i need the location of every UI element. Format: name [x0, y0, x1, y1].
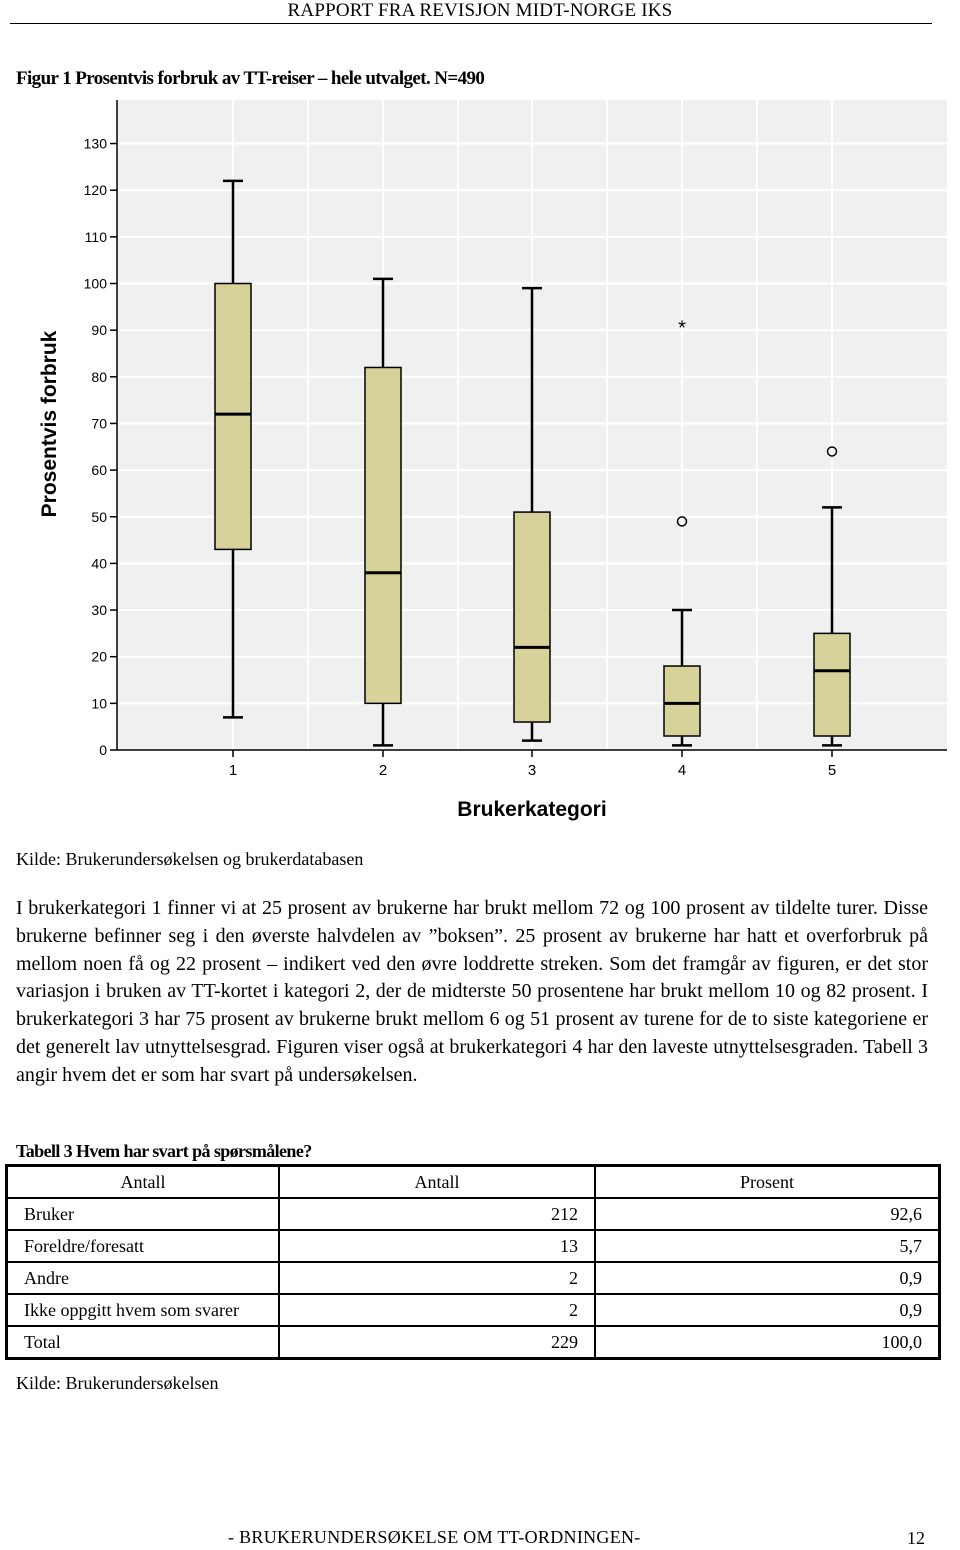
boxplot-chart: [14, 96, 950, 826]
y-tick-label: 10: [91, 695, 107, 712]
table-cell: Bruker: [7, 1198, 280, 1230]
table-row: [7, 1294, 940, 1326]
y-tick-label: 0: [99, 742, 107, 758]
y-tick-label: 40: [91, 555, 107, 572]
table-header-row: [7, 1166, 940, 1199]
y-tick-label: 110: [84, 228, 107, 245]
table-cell: Total: [7, 1326, 280, 1359]
figure-source: Kilde: Brukerundersøkelsen og brukerdatabasen: [16, 849, 364, 869]
figure-caption: Figur 1 Prosentvis forbruk av TT-reiser – hele utvalget. N=490: [16, 68, 485, 89]
table-cell: Andre: [7, 1262, 280, 1294]
box-iqr: [365, 367, 401, 703]
respondent-table: [5, 1164, 941, 1360]
table-cell: Ikke oppgitt hvem som svarer: [7, 1294, 280, 1326]
y-tick-label: 70: [91, 415, 107, 432]
table-cell: Foreldre/foresatt: [7, 1230, 280, 1262]
x-tick-label: 4: [677, 762, 687, 779]
table-cell: 100,0: [595, 1326, 940, 1359]
extreme-point: *: [678, 317, 686, 340]
y-tick-label: 30: [91, 602, 107, 619]
table-row: [7, 1198, 940, 1230]
y-tick-label: 90: [91, 322, 107, 339]
table-source: Kilde: Brukerundersøkelsen: [16, 1373, 219, 1393]
table-cell: 2: [279, 1262, 595, 1294]
y-tick-label: 60: [91, 462, 107, 479]
table-cell: 0,9: [595, 1262, 940, 1294]
header-rule: [10, 23, 932, 24]
x-tick-label: 2: [378, 762, 388, 779]
x-tick-label: 1: [228, 762, 238, 779]
box-iqr: [814, 633, 850, 736]
table-row: [7, 1262, 940, 1294]
y-tick-label: 100: [83, 275, 107, 292]
y-tick-label: 130: [83, 135, 107, 152]
table-cell: 212: [279, 1198, 595, 1230]
box-iqr: [514, 512, 550, 722]
y-axis-label: Prosentvis forbruk: [38, 330, 61, 518]
table-cell: 13: [279, 1230, 595, 1262]
x-axis-label: Brukerkategori: [457, 798, 607, 821]
table-cell: 2: [279, 1294, 595, 1326]
x-tick-label: 3: [527, 762, 537, 779]
table-row: [7, 1230, 940, 1262]
table-cell: 92,6: [595, 1198, 940, 1230]
table-cell: 0,9: [595, 1294, 940, 1326]
page-header: RAPPORT FRA REVISJON MIDT-NORGE IKS: [287, 0, 673, 21]
page-footer: - BRUKERUNDERSØKELSE OM TT-ORDNINGEN-: [228, 1527, 641, 1547]
table-header-cell: Prosent: [595, 1166, 940, 1199]
x-tick-label: 5: [827, 762, 837, 779]
table-header-cell: Antall: [279, 1166, 595, 1199]
y-tick-label: 50: [91, 508, 107, 525]
body-paragraph: I brukerkategori 1 finner vi at 25 prosent av brukerne har brukt mellom 72 og 100 prosent av tildelte turer. Disse brukerne befinner seg i den øverste halvdelen av ”boksen”. 25 prosent av brukerne har hatt et overforbruk på mellom noen få og 22 prosent – indikert ved den øvre loddrette streken. Som det framgår av figuren, er det stor variasjon i bruken av TT-kortet i kategori 2, der de midterste 50 prosentene har brukt mellom 10 og 82 prosent. I brukerkategori 3 har 75 prosent av brukerne brukt mellom 6 og 51 prosent av turene for de to siste kategoriene er det generelt lav utnyttelsesgrad. Figuren viser også at brukerkategori 4 har den laveste utnyttelsesgraden. Tabell 3 angir hvem det er som har svart på undersøkelsen.: [16, 897, 928, 1086]
y-tick-label: 80: [91, 368, 107, 385]
table-row: [7, 1326, 940, 1359]
page-number: 12: [907, 1528, 925, 1548]
box-iqr: [215, 284, 251, 550]
y-tick-label: 120: [83, 182, 107, 199]
table-cell: 229: [279, 1326, 595, 1359]
table-title: Tabell 3 Hvem har svart på spørsmålene?: [16, 1141, 312, 1161]
table-header-cell: Antall: [7, 1166, 280, 1199]
table-cell: 5,7: [595, 1230, 940, 1262]
y-tick-label: 20: [91, 648, 107, 665]
box-iqr: [664, 666, 700, 736]
